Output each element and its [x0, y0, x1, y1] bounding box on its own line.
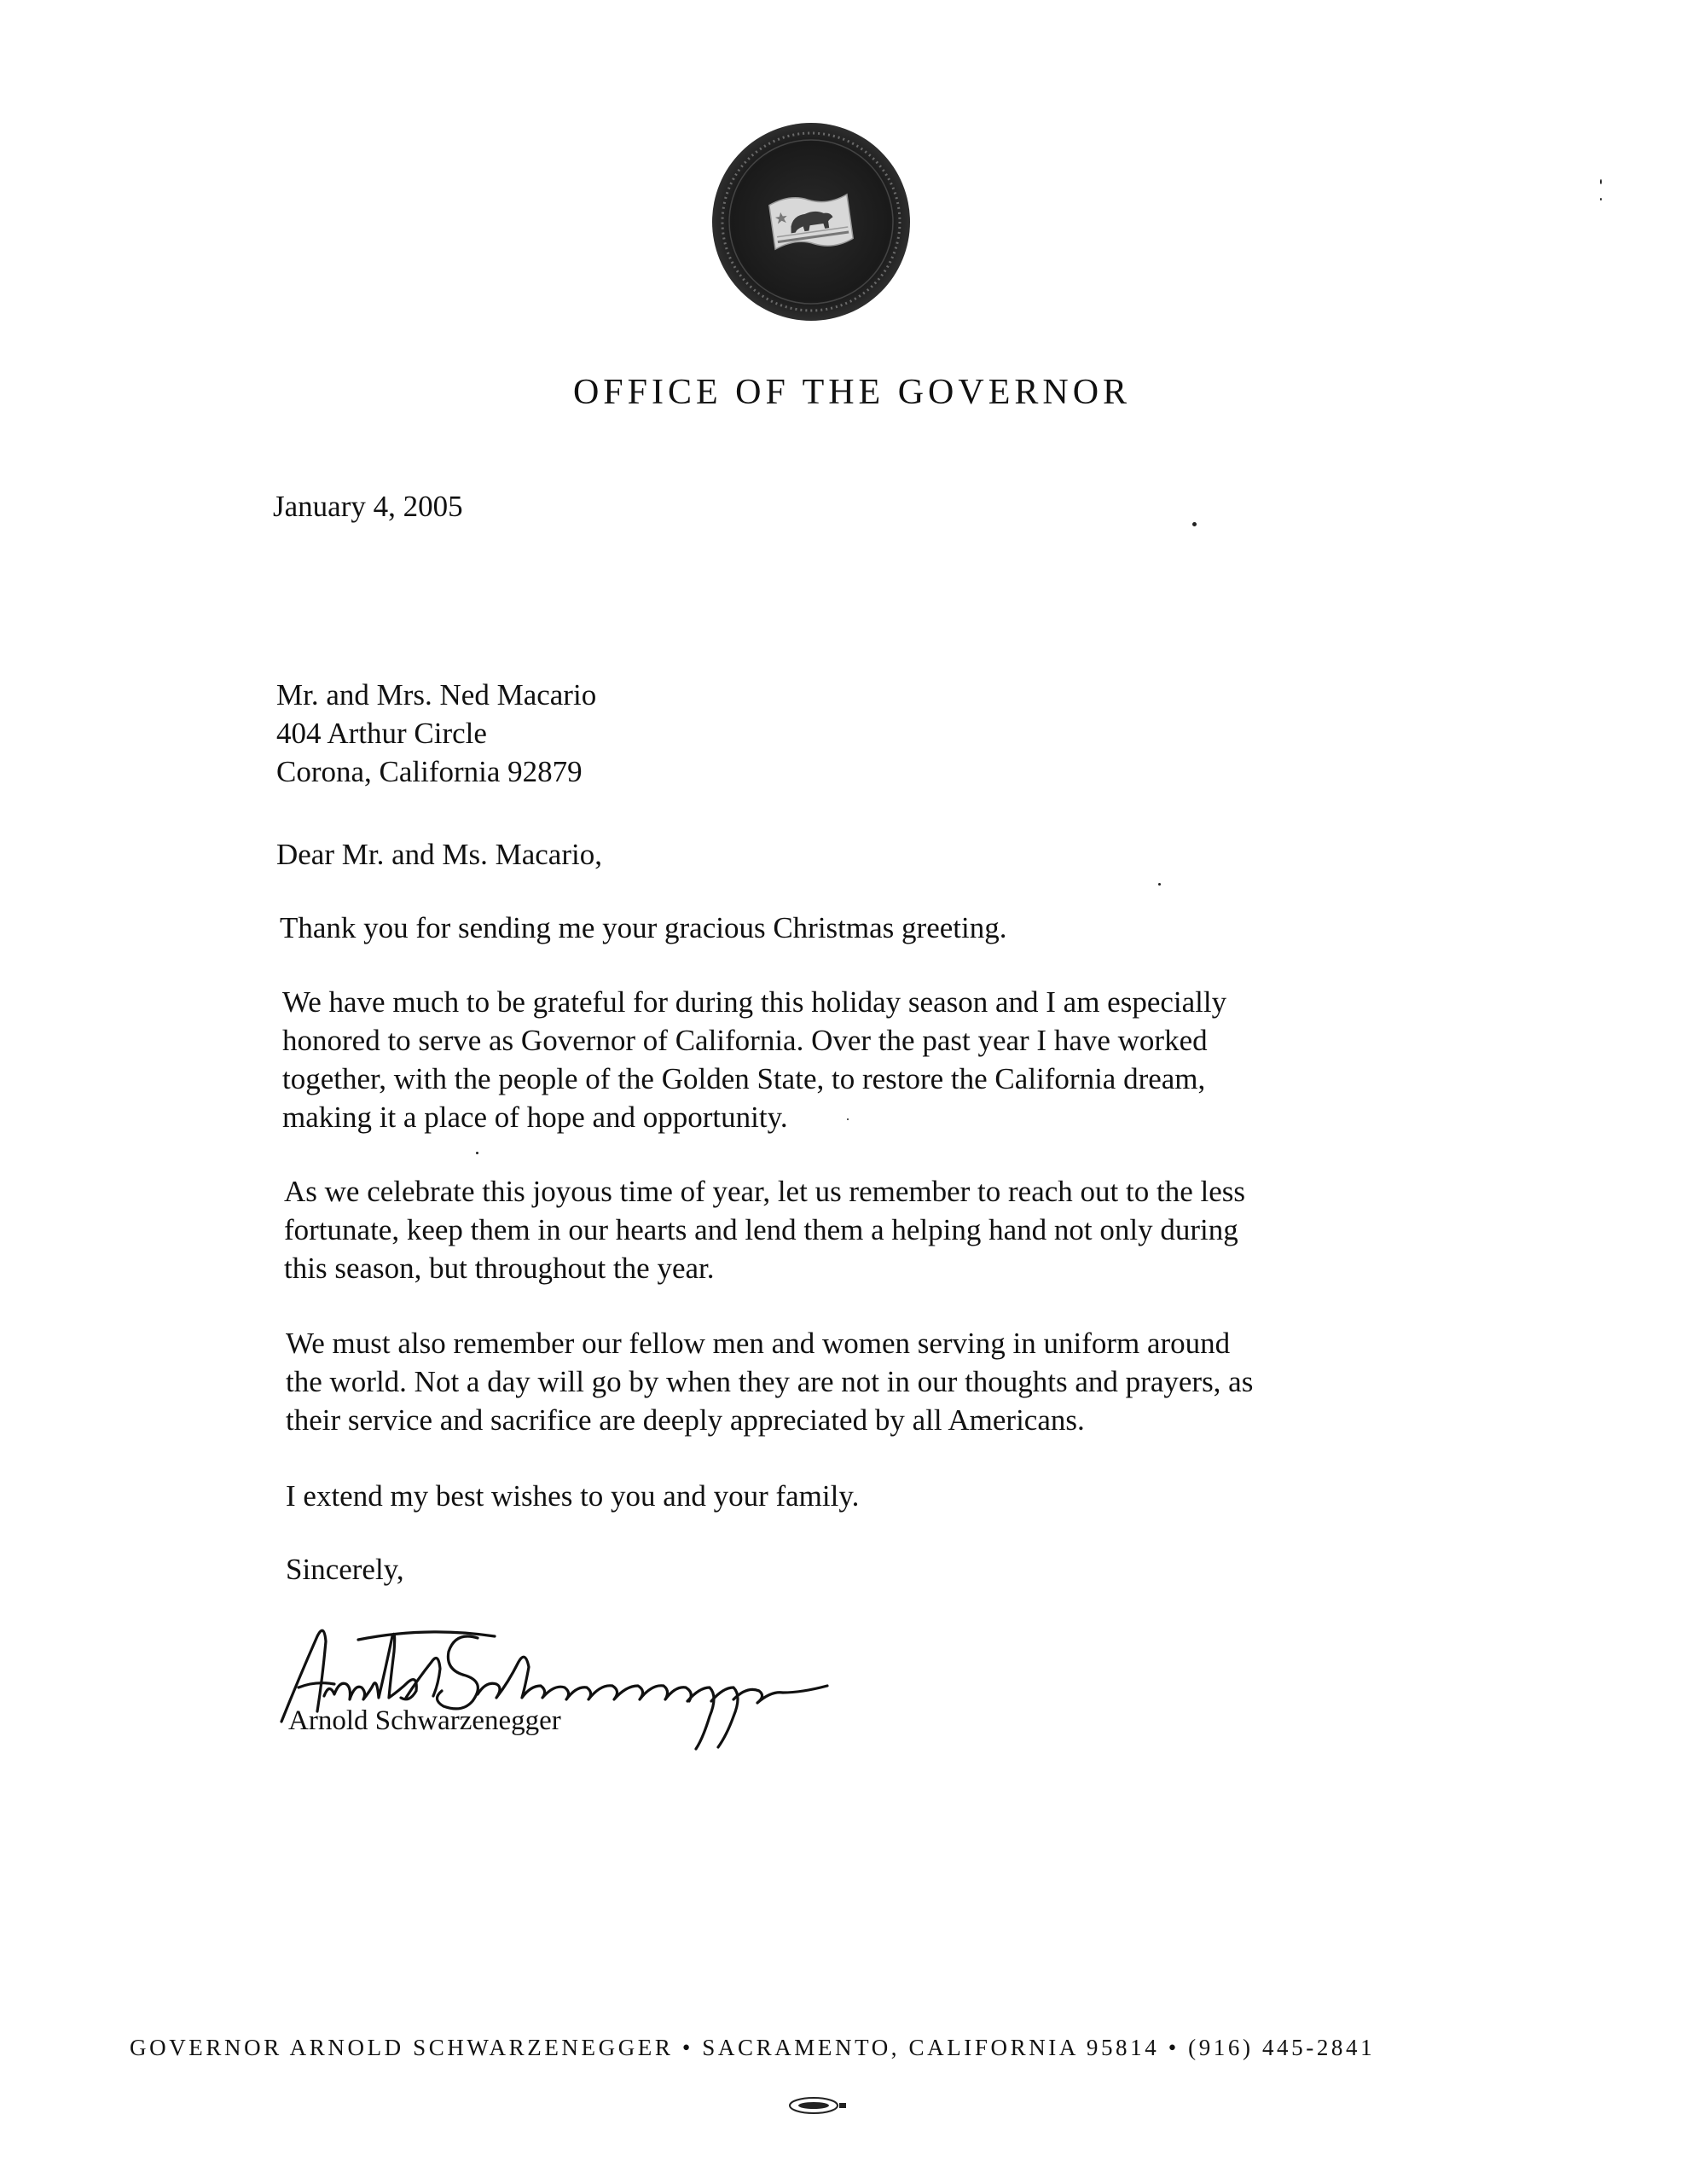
- paragraph-2-line: honored to serve as Governor of California. Over the past year I have worked: [282, 1024, 1208, 1057]
- paragraph-4-line: their service and sacrifice are deeply appreciated by all Americans.: [286, 1403, 1085, 1437]
- paragraph-3-line: this season, but throughout the year.: [284, 1252, 715, 1285]
- salutation: Dear Mr. and Ms. Macario,: [276, 838, 602, 871]
- recipient-street: 404 Arthur Circle: [276, 717, 487, 750]
- paragraph-2-line: together, with the people of the Golden State, to restore the California dream,: [282, 1062, 1206, 1095]
- scan-speck: [847, 1118, 849, 1120]
- paragraph-4: [286, 1324, 1253, 1439]
- office-title: OFFICE OF THE GOVERNOR: [572, 373, 1132, 412]
- paragraph-3-line: fortunate, keep them in our hearts and lend them a helping hand not only during: [284, 1213, 1238, 1246]
- paragraph-2-line: We have much to be grateful for during this holiday season and I am especially: [282, 985, 1227, 1019]
- scan-speck: [1600, 198, 1602, 200]
- recipient-city-state-zip: Corona, California 92879: [276, 755, 583, 788]
- paragraph-5: I extend my best wishes to you and your family.: [286, 1479, 860, 1513]
- scan-speck: [1158, 883, 1161, 886]
- paragraph-3: [284, 1172, 1245, 1287]
- signer-name: Arnold Schwarzenegger: [288, 1705, 561, 1736]
- paragraph-3-line: As we celebrate this joyous time of year, let us remember to reach out to the less: [284, 1175, 1245, 1208]
- paragraph-2: [282, 983, 1226, 1136]
- paragraph-2-line: making it a place of hope and opportunity.: [282, 1101, 788, 1134]
- letter-date: January 4, 2005: [273, 490, 463, 523]
- recipient-address: [276, 676, 596, 791]
- governor-seal-icon: [710, 121, 912, 322]
- scan-speck: [1192, 522, 1197, 526]
- paragraph-1: Thank you for sending me your gracious Christmas greeting.: [280, 911, 1007, 944]
- recipient-name: Mr. and Mrs. Ned Macario: [276, 678, 597, 712]
- union-label-icon: [786, 2094, 849, 2117]
- scan-speck: [476, 1152, 478, 1154]
- closing: Sincerely,: [286, 1553, 404, 1586]
- scan-speck: [1600, 179, 1602, 184]
- paragraph-4-line: We must also remember our fellow men and women serving in uniform around: [286, 1327, 1231, 1360]
- letterhead-footer: GOVERNOR ARNOLD SCHWARZENEGGER • SACRAMENTO, CALIFORNIA 95814 • (916) 445-2841: [130, 2035, 1376, 2060]
- paragraph-4-line: the world. Not a day will go by when they are not in our thoughts and prayers, as: [286, 1365, 1254, 1398]
